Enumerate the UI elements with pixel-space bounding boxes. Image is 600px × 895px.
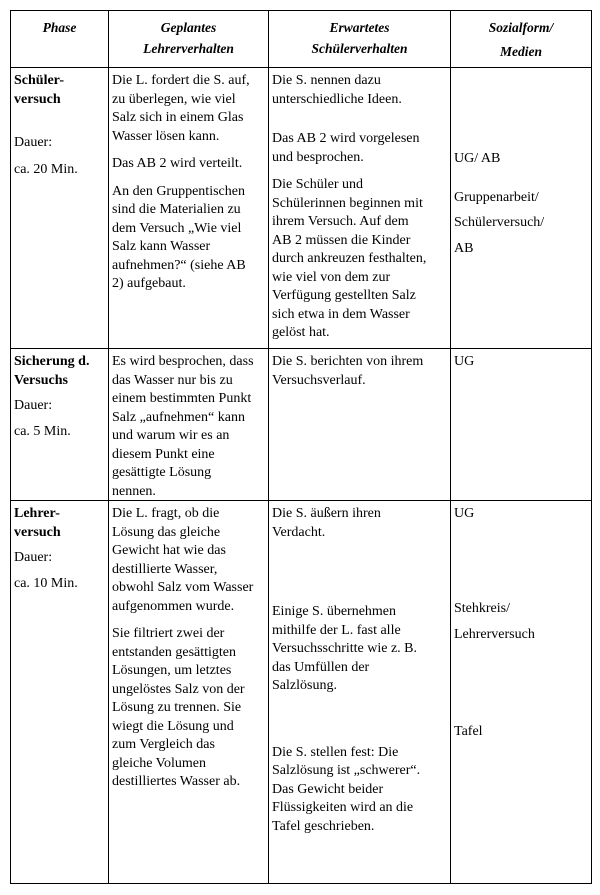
row-3-sozial-text-2: Stehkreis/ xyxy=(454,600,510,616)
row-2-sozial-cell xyxy=(450,348,592,501)
row-1-sozial-text-1: UG/ AB xyxy=(454,151,501,166)
header-sozialform xyxy=(450,10,592,68)
row-2-schueler-text-1: Die S. berichten von ihrem Versuchsverlauf. xyxy=(272,354,424,388)
row-2-dauer-label: Dauer: xyxy=(14,398,53,413)
row-3-dauer-label: Dauer: xyxy=(14,550,53,565)
row-1-lehrer-cell xyxy=(108,67,269,349)
row-2-schueler-cell xyxy=(268,348,451,501)
row-3-sozial-cell xyxy=(450,500,592,884)
row-1-schueler-text-2: Das AB 2 wird vorgelesen und besprochen. xyxy=(272,131,420,165)
row-2-lehrer-cell xyxy=(108,348,269,501)
row-1-schueler-cell xyxy=(268,67,451,349)
row-2-phase-cell xyxy=(10,348,109,501)
row-3-schueler-text-1: Die S. äußern ihren Verdacht. xyxy=(272,506,381,540)
row-1-sozial-text-2: Gruppenarbeit/ xyxy=(454,189,539,205)
row-1-phase-cell xyxy=(10,67,109,349)
header-sozial-line-2: Medien xyxy=(500,44,542,59)
row-3-phase-title: Lehrer- versuch xyxy=(14,506,61,540)
row-1-dauer-value: ca. 20 Min. xyxy=(14,161,78,177)
row-2-lehrer-text-1: Es wird besprochen, dass das Wasser nur bis zu einem bestimmten Punkt Salz „aufnehmen“ kann und warum wir es an diesem Punkt eine gesättigte Lösung nennen. xyxy=(112,354,254,499)
row-1-lehrer-text-3: An den Gruppentischen sind die Materialien zu dem Versuch „Wie viel Salz kann Wasser aufnehmen?“ (siehe AB 2) aufgebaut. xyxy=(112,183,246,291)
row-2-dauer-value: ca. 5 Min. xyxy=(14,423,71,439)
header-schueler-line-1: Erwartetes xyxy=(329,20,390,35)
header-phase xyxy=(10,10,109,68)
header-schueler-line-2: Schülerverhalten xyxy=(311,41,408,56)
header-schuelerverhalten xyxy=(268,10,451,68)
row-3-sozial-text-1: UG xyxy=(454,506,475,521)
row-2-phase-title: Sicherung d. Versuchs xyxy=(14,354,90,388)
row-2-sozial-text-1: UG xyxy=(454,354,475,369)
header-lehrer-line-2: Lehrerverhalten xyxy=(143,41,234,56)
row-3-dauer-value: ca. 10 Min. xyxy=(14,575,78,591)
row-1-schueler-text-1: Die S. nennen dazu unterschiedliche Ideen. xyxy=(272,73,402,107)
row-1-lehrer-text-1: Die L. fordert die S. auf, zu überlegen, wie viel Salz sich in einem Glas Wasser lösen kann. xyxy=(112,73,250,144)
row-3-schueler-text-2: Einige S. übernehmen mithilfe der L. fast alle Versuchsschritte wie z. B. das Umfüllen der Salzlösung. xyxy=(272,604,418,693)
row-3-phase-cell xyxy=(10,500,109,884)
row-1-sozial-text-4: AB xyxy=(454,240,474,256)
header-lehrerverhalten xyxy=(108,10,269,68)
row-3-lehrer-cell xyxy=(108,500,269,884)
row-1-dauer-label: Dauer: xyxy=(14,135,53,150)
header-sozial-line-1: Sozialform/ xyxy=(488,20,554,35)
row-3-lehrer-text-1: Die L. fragt, ob die Lösung das gleiche Gewicht hat wie das destillierte Wasser, obwohl Salz vom Wasser aufgenommen wurde. xyxy=(112,506,254,614)
row-1-lehrer-text-2: Das AB 2 wird verteilt. xyxy=(112,156,243,171)
header-phase-line-1: Phase xyxy=(42,20,77,35)
row-1-sozial-cell xyxy=(450,67,592,349)
row-1-schueler-text-3: Die Schüler und Schülerinnen beginnen mit ihrem Versuch. Auf dem AB 2 müssen die Kinder durch ankreuzen festhalten, wie viel von dem zur Verfügung gestellten Salz sich etwa in dem Wasser gelöst hat. xyxy=(272,177,427,340)
row-3-sozial-text-4: Tafel xyxy=(454,723,483,739)
header-lehrer-line-1: Geplantes xyxy=(160,20,217,35)
row-3-lehrer-text-2: Sie filtriert zwei der entstanden gesättigten Lösungen, um letztes ungelöstes Salz von der Lösung zu trennen. Sie wiegt die Lösung und zum Vergleich das gleiche Volumen destilliertes Wasser ab. xyxy=(112,626,245,789)
row-1-phase-title: Schüler- versuch xyxy=(14,73,65,107)
row-1-sozial-text-3: Schülerversuch/ xyxy=(454,215,545,230)
row-3-schueler-cell xyxy=(268,500,451,884)
row-3-schueler-text-3: Die S. stellen fest: Die Salzlösung ist „schwerer“. Das Gewicht beider Flüssigkeiten wird an die Tafel geschrieben. xyxy=(272,744,421,834)
row-3-sozial-text-3: Lehrerversuch xyxy=(454,627,535,642)
